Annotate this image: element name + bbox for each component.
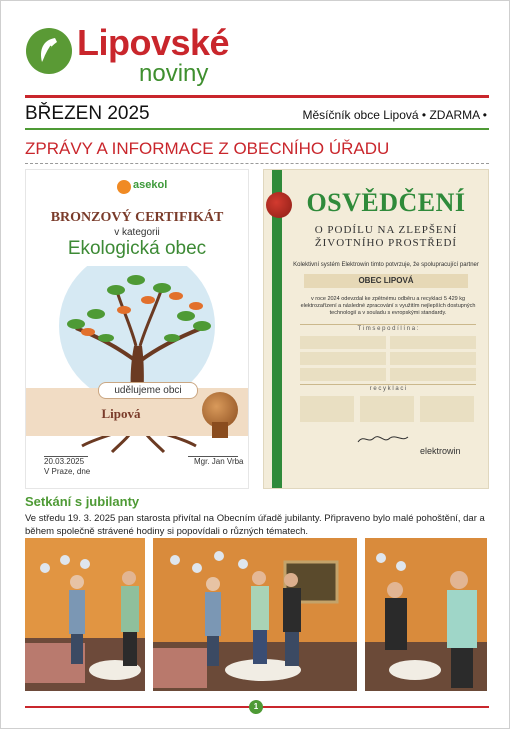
certificate-category: Ekologická obec xyxy=(67,238,207,259)
certificate-subtitle: v kategorii xyxy=(114,227,160,238)
award-label: udělujeme obci xyxy=(98,382,198,399)
elektrowin-logo: elektrowin xyxy=(420,446,461,456)
leaf-icon xyxy=(33,34,65,68)
certificate-title: OSVĚDČENÍ xyxy=(306,188,466,217)
section-divider xyxy=(25,163,489,164)
recycling-box xyxy=(360,396,414,422)
certificate-date xyxy=(44,457,90,477)
elektrowin-certificate xyxy=(263,169,489,489)
masthead-divider xyxy=(25,95,489,98)
certificate-subtitle: O PODÍLU NA ZLEPŠENÍ ŽIVOTNÍHO PROSTŘEDÍ xyxy=(314,224,458,249)
date-place: V Praze, dne xyxy=(44,467,91,476)
signature-image xyxy=(356,432,410,446)
certificate-confirm-text: Kolektivní systém Elektrowin timto potvrzuje, že spolupracující partner xyxy=(293,262,479,268)
section-title: ZPRÁVY A INFORMACE Z OBECNÍHO ÚŘADU xyxy=(25,139,390,158)
masthead-subtitle: noviny xyxy=(139,60,209,87)
stat-box xyxy=(300,352,386,365)
asekol-logo-text: asekol xyxy=(133,179,168,191)
photo-jubilants-1 xyxy=(25,538,145,691)
certificate-signer: Mgr. Jan Vrba xyxy=(194,457,244,466)
issue-date: BŘEZEN 2025 xyxy=(25,103,150,124)
page-number: 1 xyxy=(249,700,263,714)
recycling-box xyxy=(300,396,354,422)
impact-heading: T i m s e p o d í l í n a : xyxy=(357,326,419,332)
divider xyxy=(300,384,476,385)
recycling-heading: r e c y k l a c i xyxy=(369,386,407,392)
recycling-box xyxy=(420,396,474,422)
medal-ribbon-icon xyxy=(212,422,228,438)
stat-box xyxy=(300,368,386,381)
stat-box xyxy=(390,368,476,381)
awarded-town: Lipová xyxy=(101,406,141,421)
masthead-brand: Lipovské xyxy=(77,22,230,63)
stat-box xyxy=(390,336,476,349)
header-divider xyxy=(25,128,489,130)
stat-box xyxy=(300,336,386,349)
asekol-logo-icon xyxy=(117,180,131,194)
photo-jubilants-2 xyxy=(153,538,357,691)
date-value: 20.03.2025 xyxy=(44,457,85,466)
certificate-title: BRONZOVÝ CERTIFIKÁT xyxy=(50,210,224,225)
masthead-tagline: Měsíčník obce Lipová • ZDARMA • xyxy=(302,108,487,122)
stat-box xyxy=(390,352,476,365)
certificate-paragraph: v roce 2024 odevzdal ke zpětnému odběru a recyklaci 5 429 kg elektrozařízení a následné zpracování s využitím nejlepších dostupných technologií a v souladu s evropskými standardy. xyxy=(300,296,476,316)
photo-jubilants-3 xyxy=(365,538,487,691)
article-heading: Setkání s jubilanty xyxy=(25,494,140,509)
bronze-certificate xyxy=(25,169,249,489)
article-body: Ve středu 19. 3. 2025 pan starosta přivítal na Obecním úřadě jubilanty. Připraveno bylo malé pohoštění, dar a během společně strávené hodiny si popovídali o různých tématech. xyxy=(25,513,485,537)
divider xyxy=(300,324,476,325)
certificate-town-box: OBEC LIPOVÁ xyxy=(304,274,468,288)
